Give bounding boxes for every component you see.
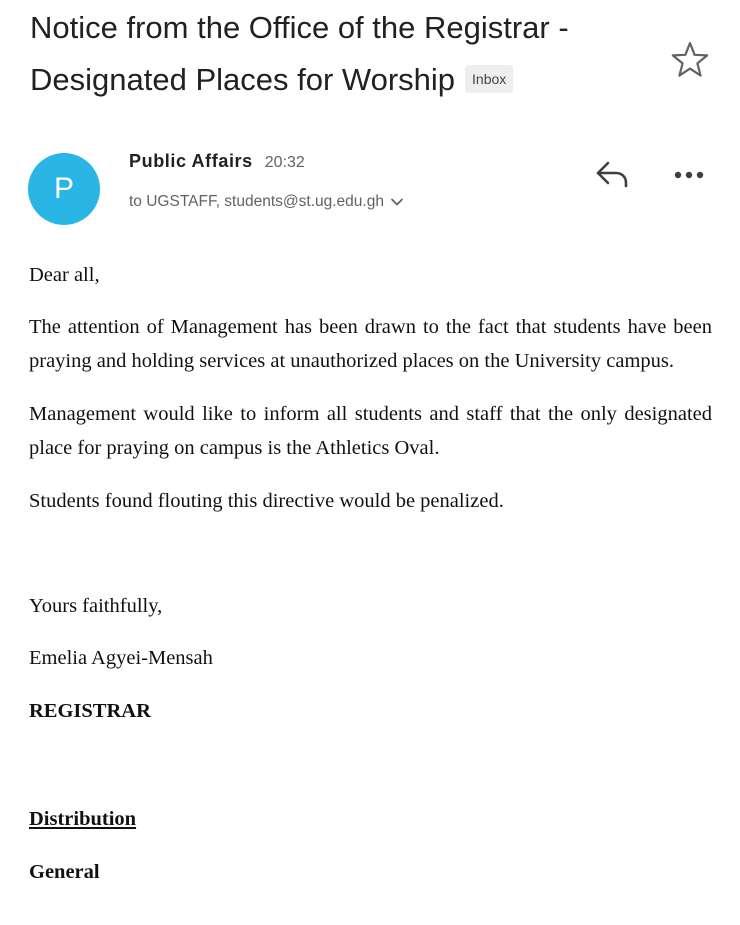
- star-icon: [668, 38, 712, 82]
- inbox-label-badge[interactable]: Inbox: [465, 65, 513, 93]
- sender-avatar[interactable]: P: [28, 153, 100, 225]
- reply-icon: [590, 152, 634, 196]
- more-options-icon: [666, 160, 710, 190]
- body-paragraph: Management would like to inform all students and staff that the only designated place for praying on campus is the Athletics Oval.: [29, 403, 712, 459]
- email-subject-row: [30, 2, 650, 106]
- closing: Yours faithfully,: [29, 595, 163, 617]
- signatory-title: REGISTRAR: [29, 700, 151, 722]
- sent-time: 20:32: [264, 154, 305, 171]
- body-paragraph: The attention of Management has been drawn to the fact that students have been praying and holding services at unauthorized places on the University campus.: [29, 316, 712, 372]
- email-body: [29, 258, 712, 889]
- email-subject: Notice from the Office of the Registrar - Designated Places for Worship: [30, 10, 569, 97]
- sender-header: [129, 148, 305, 176]
- reply-button[interactable]: [590, 152, 634, 196]
- signatory-name: Emelia Agyei-Mensah: [29, 647, 213, 669]
- sender-name[interactable]: Public Affairs: [129, 151, 253, 171]
- star-button[interactable]: [668, 38, 712, 82]
- recipients-toggle[interactable]: [129, 190, 404, 214]
- more-options-button[interactable]: [666, 160, 710, 190]
- distribution-group: General: [29, 861, 100, 883]
- chevron-down-icon: [390, 195, 404, 209]
- body-paragraph: Students found flouting this directive would be penalized.: [29, 490, 504, 512]
- greeting: Dear all,: [29, 264, 100, 286]
- distribution-heading: Distribution: [29, 808, 137, 830]
- recipients-text: to UGSTAFF, students@st.ug.edu.gh: [129, 193, 384, 210]
